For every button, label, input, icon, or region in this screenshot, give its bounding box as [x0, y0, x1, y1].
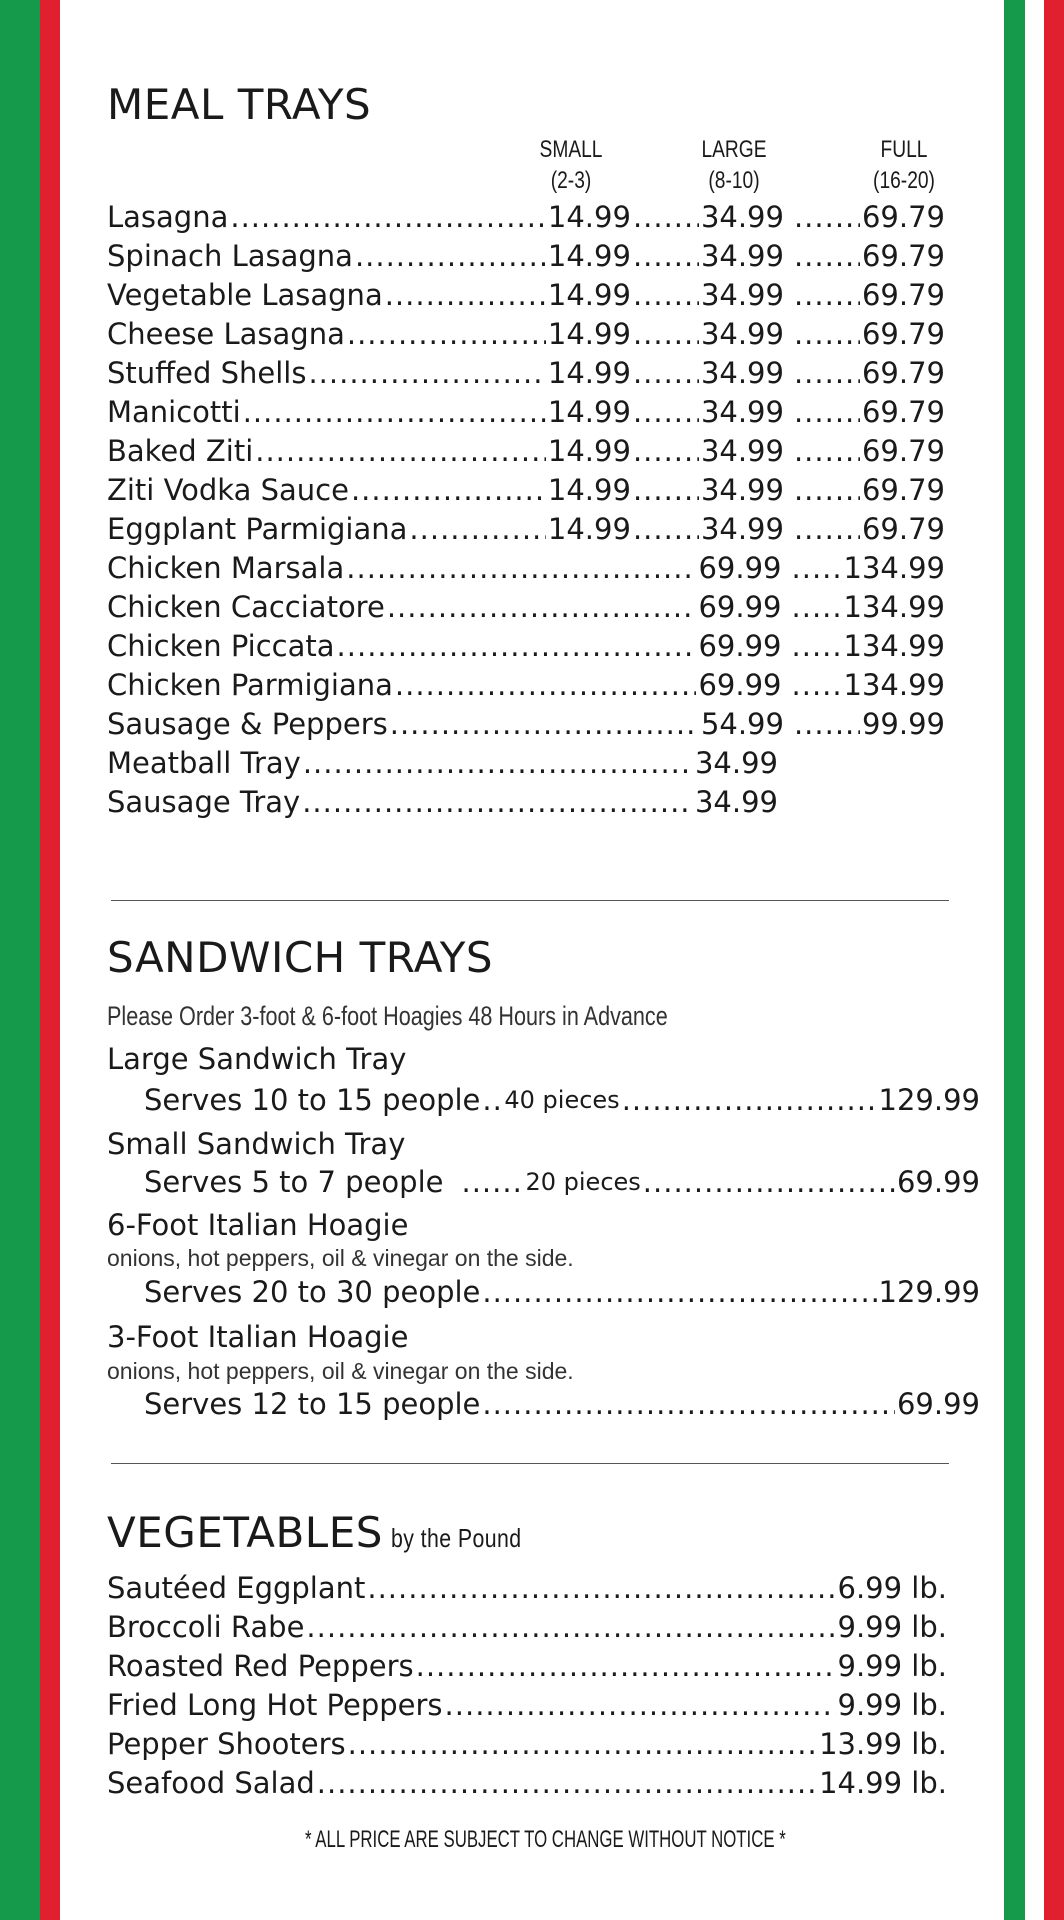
leader-dots — [633, 510, 699, 549]
right-green-stripe — [1004, 0, 1025, 1920]
price-change-notice: * ALL PRICE ARE SUBJECT TO CHANGE WITHOUT NOTICE * — [305, 1826, 786, 1853]
item-name: Ziti Vodka Sauce — [107, 473, 349, 507]
item-name: Seafood Salad — [107, 1766, 315, 1800]
price-large: 54.99 — [700, 707, 784, 741]
price-large: 34.99 — [700, 278, 784, 312]
column-full — [856, 134, 952, 196]
serves-label: Serves 12 to 15 people — [144, 1387, 481, 1421]
list-item — [107, 1040, 952, 1079]
serves-label: Serves 20 to 30 people — [144, 1275, 481, 1309]
sandwich-trays-title: SANDWICH TRAYS — [107, 933, 494, 982]
leader-dots — [351, 471, 546, 510]
list-item-detail — [107, 1081, 980, 1120]
table-row — [107, 1569, 947, 1608]
leader-dots — [633, 354, 699, 393]
leader-dots — [633, 237, 699, 276]
item-description: onions, hot peppers, oil & vinegar on the side. — [107, 1245, 574, 1271]
price-large: 69.99 — [698, 668, 782, 702]
item-name: 3-Foot Italian Hoagie — [107, 1320, 409, 1354]
serves-label: Serves 5 to 7 people — [144, 1165, 444, 1199]
section-divider — [111, 900, 949, 901]
price-large: 34.99 — [700, 512, 784, 546]
leader-dots — [794, 471, 860, 510]
price-large: 34.99 — [700, 434, 784, 468]
pieces-label: 20 pieces — [525, 1168, 641, 1196]
list-item-detail — [107, 1163, 980, 1202]
leader-dots — [794, 237, 860, 276]
column-full-serves: (16-20) — [873, 167, 935, 194]
leader-dots — [794, 315, 860, 354]
table-row — [107, 315, 945, 354]
price-small: 14.99 — [547, 239, 631, 273]
item-name: Pepper Shooters — [107, 1727, 346, 1761]
item-name: Lasagna — [107, 200, 229, 234]
table-row — [107, 549, 945, 588]
leader-dots — [385, 276, 546, 315]
column-large-label: LARGE — [701, 136, 767, 163]
price-small: 14.99 — [547, 434, 631, 468]
price-small: 14.99 — [547, 356, 631, 390]
price-full: 134.99 — [843, 551, 945, 585]
item-name: Manicotti — [107, 395, 241, 429]
price-large: 34.99 — [700, 395, 784, 429]
section-divider — [111, 1463, 949, 1464]
table-row — [107, 588, 945, 627]
table-row — [107, 1725, 947, 1764]
leader-dots — [622, 1081, 877, 1120]
column-small — [523, 134, 619, 196]
leader-dots — [633, 198, 699, 237]
left-green-stripe — [0, 0, 40, 1920]
price-full: 134.99 — [843, 668, 945, 702]
item-name: Stuffed Shells — [107, 356, 307, 390]
price-large: 34.99 — [700, 473, 784, 507]
leader-dots — [794, 276, 860, 315]
table-row — [107, 1764, 947, 1803]
item-name: Large Sandwich Tray — [107, 1042, 407, 1076]
price: 9.99 lb. — [837, 1688, 947, 1722]
leader-dots — [303, 744, 693, 783]
price-large: 34.99 — [694, 746, 778, 780]
price: 69.99 — [896, 1387, 980, 1421]
price-full: 69.79 — [861, 317, 945, 351]
leader-dots — [445, 1686, 836, 1725]
price-full: 69.79 — [861, 512, 945, 546]
column-small-label: SMALL — [539, 136, 603, 163]
leader-dots — [482, 1273, 876, 1312]
price-large: 69.99 — [698, 590, 782, 624]
table-row — [107, 510, 945, 549]
leader-dots — [643, 1163, 895, 1202]
list-item — [107, 1206, 952, 1245]
list-item-detail — [107, 1385, 980, 1424]
leader-dots — [390, 705, 699, 744]
leader-dots — [306, 1608, 835, 1647]
leader-dots — [355, 237, 546, 276]
meal-trays-title: MEAL TRAYS — [107, 80, 372, 129]
vegetables-title-main: VEGETABLES — [107, 1508, 383, 1557]
table-row — [107, 471, 945, 510]
table-row — [107, 1647, 947, 1686]
table-row — [107, 783, 778, 822]
price-full: 69.79 — [861, 239, 945, 273]
price-small: 14.99 — [547, 473, 631, 507]
price: 69.99 — [896, 1165, 980, 1199]
leader-dots — [794, 393, 860, 432]
list-item — [107, 1318, 952, 1357]
leader-dots — [243, 393, 546, 432]
leader-dots — [482, 1081, 502, 1120]
leader-dots — [792, 666, 842, 705]
item-name: Small Sandwich Tray — [107, 1127, 406, 1161]
price-large: 69.99 — [698, 551, 782, 585]
table-row — [107, 276, 945, 315]
table-row — [107, 627, 945, 666]
price-large: 69.99 — [698, 629, 782, 663]
right-red-stripe — [1044, 0, 1064, 1920]
price-large: 34.99 — [700, 356, 784, 390]
price: 9.99 lb. — [837, 1649, 947, 1683]
price-small: 14.99 — [547, 278, 631, 312]
table-row — [107, 744, 778, 783]
table-row — [107, 354, 945, 393]
price-full: 134.99 — [843, 590, 945, 624]
leader-dots — [794, 354, 860, 393]
leader-dots — [461, 1163, 523, 1202]
leader-dots — [347, 315, 546, 354]
price: 129.99 — [878, 1083, 980, 1117]
item-name: Sausage & Peppers — [107, 707, 388, 741]
leader-dots — [633, 471, 699, 510]
column-full-label: FULL — [880, 136, 928, 163]
list-item-detail — [107, 1273, 980, 1312]
table-row — [107, 705, 945, 744]
table-row — [107, 666, 945, 705]
item-name: Cheese Lasagna — [107, 317, 345, 351]
item-name: Vegetable Lasagna — [107, 278, 383, 312]
price-large: 34.99 — [700, 317, 784, 351]
item-name: Eggplant Parmigiana — [107, 512, 408, 546]
price: 6.99 lb. — [837, 1571, 947, 1605]
leader-dots — [337, 627, 697, 666]
price-small: 14.99 — [547, 200, 631, 234]
price: 14.99 lb. — [819, 1766, 947, 1800]
leader-dots — [416, 1647, 836, 1686]
price-full: 69.79 — [861, 395, 945, 429]
leader-dots — [482, 1385, 895, 1424]
leader-dots — [633, 276, 699, 315]
price-large: 34.99 — [694, 785, 778, 819]
price-small: 14.99 — [547, 395, 631, 429]
leader-dots — [395, 666, 697, 705]
leader-dots — [308, 354, 545, 393]
price-small: 14.99 — [547, 317, 631, 351]
column-small-serves: (2-3) — [550, 167, 592, 194]
leader-dots — [794, 510, 860, 549]
leader-dots — [367, 1569, 835, 1608]
table-row — [107, 393, 945, 432]
vegetables-subtitle: by the Pound — [390, 1523, 522, 1553]
item-description: onions, hot peppers, oil & vinegar on the side. — [107, 1358, 574, 1384]
leader-dots — [792, 627, 842, 666]
item-name: Broccoli Rabe — [107, 1610, 305, 1644]
item-name: Baked Ziti — [107, 434, 254, 468]
item-name: 6-Foot Italian Hoagie — [107, 1208, 409, 1242]
vegetables-title — [107, 1508, 550, 1557]
leader-dots — [255, 432, 546, 471]
item-name: Chicken Parmigiana — [107, 668, 393, 702]
price: 13.99 lb. — [819, 1727, 947, 1761]
price-full: 69.79 — [861, 200, 945, 234]
leader-dots — [633, 393, 699, 432]
price-full: 99.99 — [861, 707, 945, 741]
price-full: 134.99 — [843, 629, 945, 663]
item-name: Spinach Lasagna — [107, 239, 353, 273]
leader-dots — [633, 432, 699, 471]
price-full: 69.79 — [861, 473, 945, 507]
price: 9.99 lb. — [837, 1610, 947, 1644]
item-name: Fried Long Hot Peppers — [107, 1688, 443, 1722]
leader-dots — [794, 432, 860, 471]
table-row — [107, 1608, 947, 1647]
menu-page — [107, 0, 980, 1920]
price: 129.99 — [878, 1275, 980, 1309]
leader-dots — [794, 705, 860, 744]
price-small: 14.99 — [547, 512, 631, 546]
leader-dots — [633, 315, 699, 354]
leader-dots — [302, 783, 693, 822]
price-large: 34.99 — [700, 239, 784, 273]
column-large — [686, 134, 782, 196]
table-row — [107, 237, 945, 276]
price-large: 34.99 — [700, 200, 784, 234]
column-large-serves: (8-10) — [708, 167, 760, 194]
leader-dots — [792, 588, 842, 627]
pieces-label: 40 pieces — [504, 1086, 620, 1114]
item-name: Chicken Cacciatore — [107, 590, 385, 624]
list-item — [107, 1125, 952, 1164]
advance-order-note: Please Order 3-foot & 6-foot Hoagies 48 Hours in Advance — [107, 1001, 668, 1031]
left-red-stripe — [40, 0, 60, 1920]
leader-dots — [792, 549, 842, 588]
leader-dots — [794, 198, 860, 237]
price-full: 69.79 — [861, 278, 945, 312]
item-name: Sautéed Eggplant — [107, 1571, 366, 1605]
table-row — [107, 198, 945, 237]
leader-dots — [346, 549, 696, 588]
price-full: 69.79 — [861, 434, 945, 468]
leader-dots — [409, 510, 545, 549]
table-row — [107, 1686, 947, 1725]
price-full: 69.79 — [861, 356, 945, 390]
item-name: Sausage Tray — [107, 785, 301, 819]
serves-label: Serves 10 to 15 people — [144, 1083, 481, 1117]
leader-dots — [387, 588, 697, 627]
item-name: Chicken Marsala — [107, 551, 345, 585]
leader-dots — [230, 198, 546, 237]
table-row — [107, 432, 945, 471]
leader-dots — [317, 1764, 817, 1803]
item-name: Chicken Piccata — [107, 629, 335, 663]
item-name: Meatball Tray — [107, 746, 301, 780]
leader-dots — [348, 1725, 817, 1764]
item-name: Roasted Red Peppers — [107, 1649, 414, 1683]
